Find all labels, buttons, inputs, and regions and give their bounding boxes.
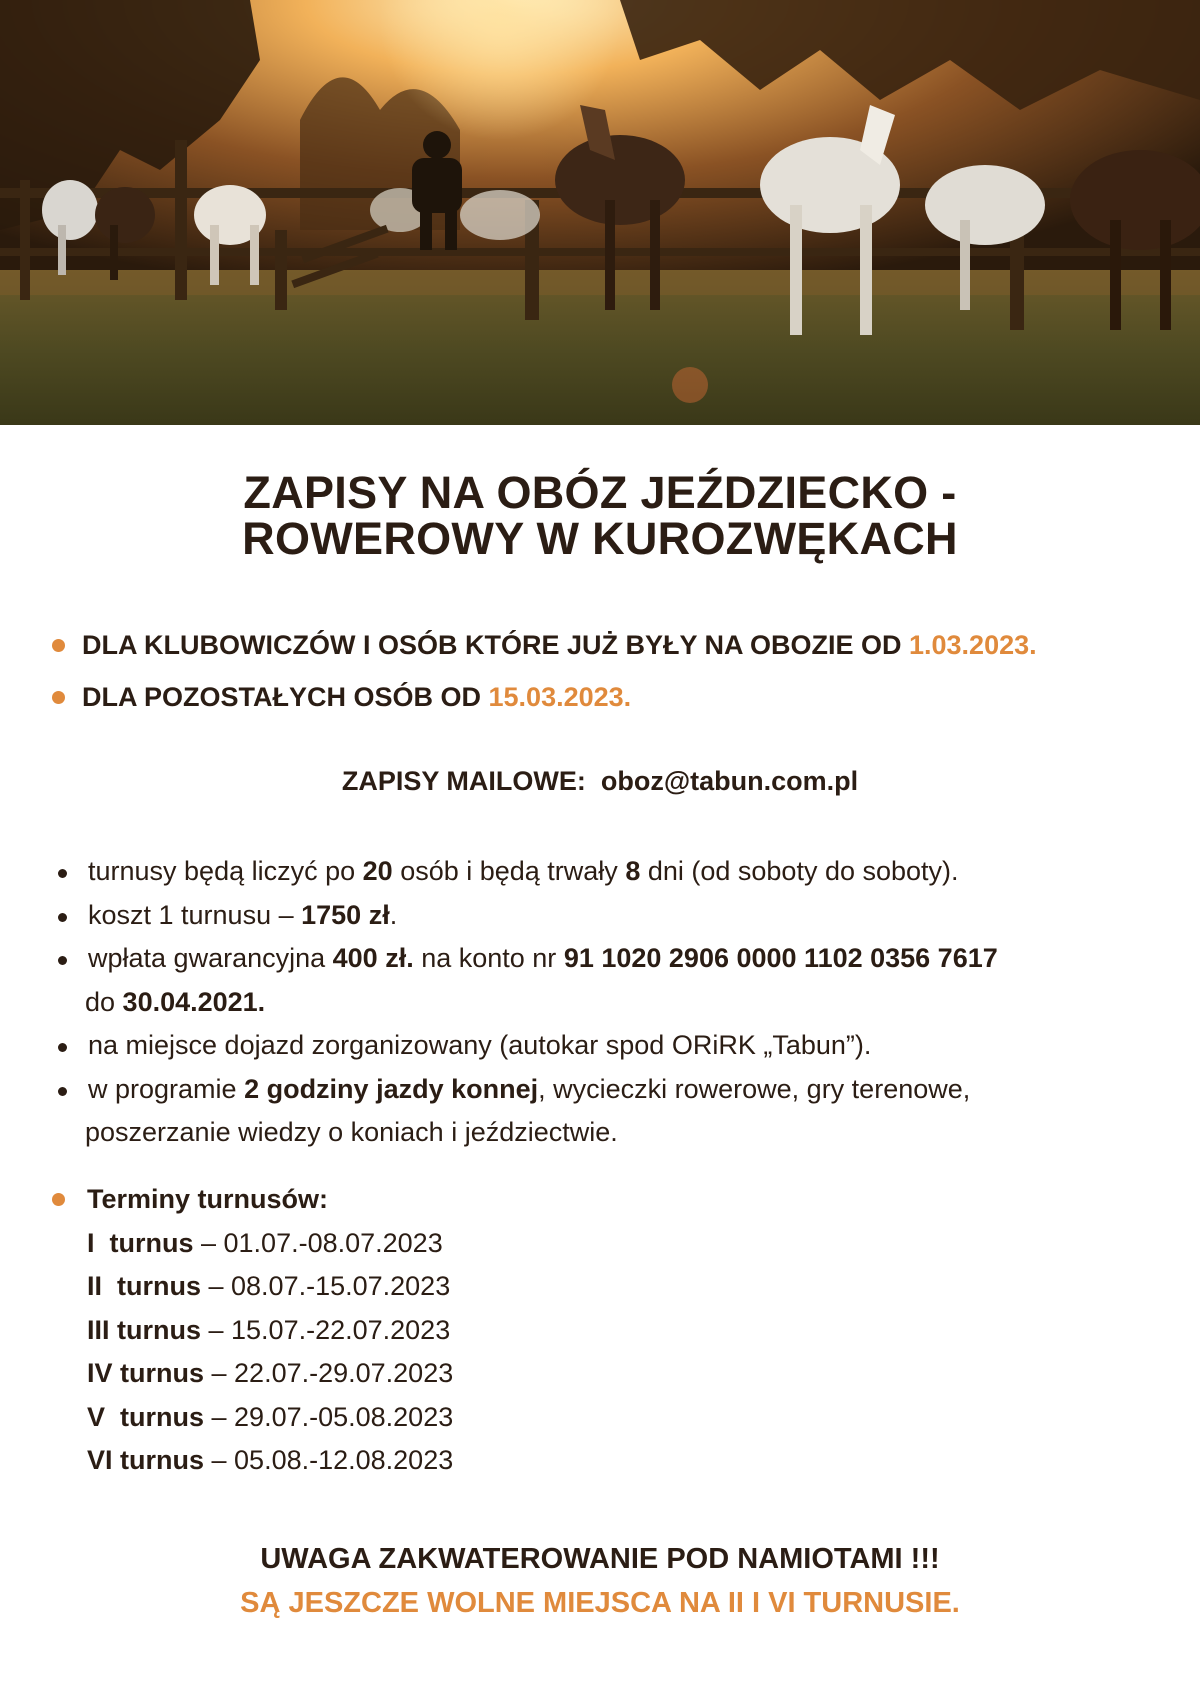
- term-row: V turnus – 29.07.-05.08.2023: [87, 1401, 454, 1432]
- mail-email-link[interactable]: oboz@tabun.com.pl: [600, 766, 859, 796]
- list-item: koszt 1 turnusu – 1750 zł.: [55, 894, 1175, 938]
- footer-availability: SĄ JESZCZE WOLNE MIEJSCA NA II I VI TURNUSIE.: [240, 1587, 960, 1619]
- terms-section: [52, 1178, 852, 1483]
- title-line-2: ROWEROWY W KUROZWĘKACH: [242, 513, 958, 564]
- bullet-icon: [58, 869, 67, 878]
- hero-photo: [0, 0, 1200, 425]
- term-row: VI turnus – 05.08.-12.08.2023: [87, 1445, 454, 1475]
- list-item: w programie 2 godziny jazdy konnej, wycieczki rowerowe, gry terenowe, poszerzanie wiedzy o koniach i jeździectwie.: [55, 1068, 1175, 1155]
- title-line-1: ZAPISY NA OBÓZ JEŹDZIECKO -: [243, 467, 957, 518]
- registration-date: 15.03.2023.: [488, 682, 632, 712]
- term-row: IV turnus – 22.07.-29.07.2023: [87, 1358, 454, 1388]
- registration-text: DLA POZOSTAŁYCH OSÓB OD: [82, 682, 489, 712]
- orange-bullet-icon: [52, 639, 65, 652]
- horses-sunset-illustration: [0, 0, 1200, 425]
- bank-account-number: 91 1020 2906 0000 1102 0356 7617: [563, 943, 998, 973]
- registration-text: DLA KLUBOWICZÓW I OSÓB KTÓRE JUŻ BYŁY NA OBOZIE OD: [82, 630, 909, 660]
- terms-heading: Terminy turnusów:: [52, 1178, 852, 1222]
- page-title: [0, 467, 1200, 564]
- info-list: [55, 850, 1175, 1155]
- term-row: III turnus – 15.07.-22.07.2023: [87, 1314, 451, 1345]
- footer-warning: UWAGA ZAKWATEROWANIE POD NAMIOTAMI !!!: [260, 1543, 940, 1575]
- orange-bullet-icon: [52, 691, 65, 704]
- term-row: I turnus – 01.07.-08.07.2023: [87, 1227, 443, 1258]
- mail-label: ZAPISY MAILOWE:: [341, 766, 586, 796]
- term-row: II turnus – 08.07.-15.07.2023: [87, 1271, 451, 1301]
- list-item: turnusy będą liczyć po 20 osób i będą trwały 8 dni (od soboty do soboty).: [55, 850, 1175, 894]
- registration-date: 1.03.2023.: [909, 630, 1037, 660]
- list-item: na miejsce dojazd zorganizowany (autokar spod ORiRK „Tabun”).: [55, 1024, 1175, 1068]
- bullet-icon: [58, 913, 67, 922]
- mail-registration: [0, 763, 1200, 799]
- footer-notice: [0, 1537, 1200, 1625]
- bullet-icon: [58, 1043, 67, 1052]
- orange-bullet-icon: [52, 1193, 65, 1206]
- bullet-icon: [58, 956, 67, 965]
- list-item: wpłata gwarancyjna 400 zł. na konto nr 91 1020 2906 0000 1102 0356 7617 do 30.04.2021.: [55, 937, 1175, 1024]
- bullet-icon: [58, 1087, 67, 1096]
